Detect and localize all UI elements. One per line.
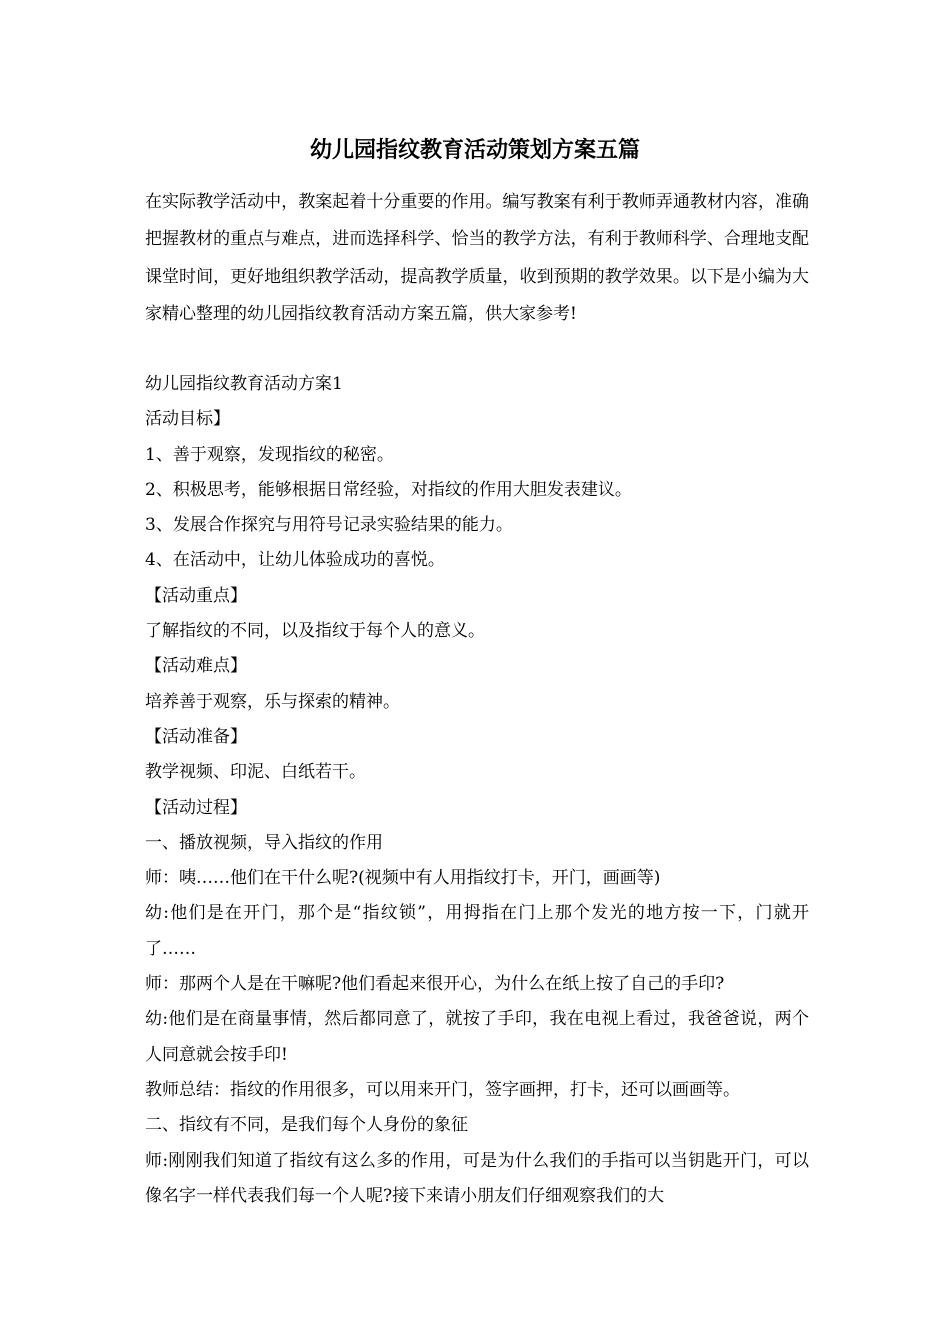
intro-paragraph: 在实际教学活动中，教案起着十分重要的作用。编写教案有利于教师弄通教材内容，准确把握教材的重点与难点，进而选择科学、恰当的教学方法，有利于教师科学、合理地支配课堂时间，更好地组织教学活动，提高教学质量，收到预期的教学效果。以下是小编为大家精心整理的幼儿园指纹教育活动方案五篇，供大家参考! <box>145 192 809 325</box>
document-body <box>145 367 809 1214</box>
summary-line: 教师总结：指纹的作用很多，可以用来开门，签字画押，打卡，还可以画画等。 <box>145 1079 740 1100</box>
difficulty-text: 培养善于观察，乐与探索的精神。 <box>145 691 400 712</box>
dialog-line: 师：那两个人是在干嘛呢?他们看起来很开心，为什么在纸上按了自己的手印? <box>145 974 725 995</box>
key-heading: 【活动重点】 <box>145 585 247 606</box>
step-title: 一、播放视频，导入指纹的作用 <box>145 832 383 853</box>
goal-heading: 活动目标】 <box>145 409 230 430</box>
goal-item: 2、积极思考，能够根据日常经验，对指纹的作用大胆发表建议。 <box>145 479 632 500</box>
prep-heading: 【活动准备】 <box>145 726 247 747</box>
prep-text: 教学视频、印泥、白纸若干。 <box>145 762 366 783</box>
document-title: 幼儿园指纹教育活动策划方案五篇 <box>309 137 640 163</box>
goal-item: 4、在活动中，让幼儿体验成功的喜悦。 <box>145 550 445 571</box>
dialog-line: 师：咦……他们在干什么呢?(视频中有人用指纹打卡，开门，画画等) <box>145 868 661 889</box>
dialog-line: 幼:他们是在商量事情，然后都同意了，就按了手印，我在电视上看过，我爸爸说，两个人同意就会按手印! <box>145 1009 809 1065</box>
step-title: 二、指纹有不同，是我们每个人身份的象征 <box>145 1115 468 1136</box>
key-text: 了解指纹的不同，以及指纹于每个人的意义。 <box>145 621 485 642</box>
process-heading: 【活动过程】 <box>145 797 247 818</box>
dialog-line: 幼:他们是在开门，那个是“指纹锁”，用拇指在门上那个发光的地方按一下，门就开了…… <box>145 903 809 959</box>
difficulty-heading: 【活动难点】 <box>145 656 247 677</box>
goal-item: 1、善于观察，发现指纹的秘密。 <box>145 444 394 465</box>
dialog-line: 师:刚刚我们知道了指纹有这么多的作用，可是为什么我们的手指可以当钥匙开门，可以像名字一样代表我们每一个人呢?接下来请小朋友们仔细观察我们的大 <box>145 1150 809 1206</box>
goal-item: 3、发展合作探究与用符号记录实验结果的能力。 <box>145 515 513 536</box>
section-title: 幼儿园指纹教育活动方案1 <box>145 374 343 394</box>
